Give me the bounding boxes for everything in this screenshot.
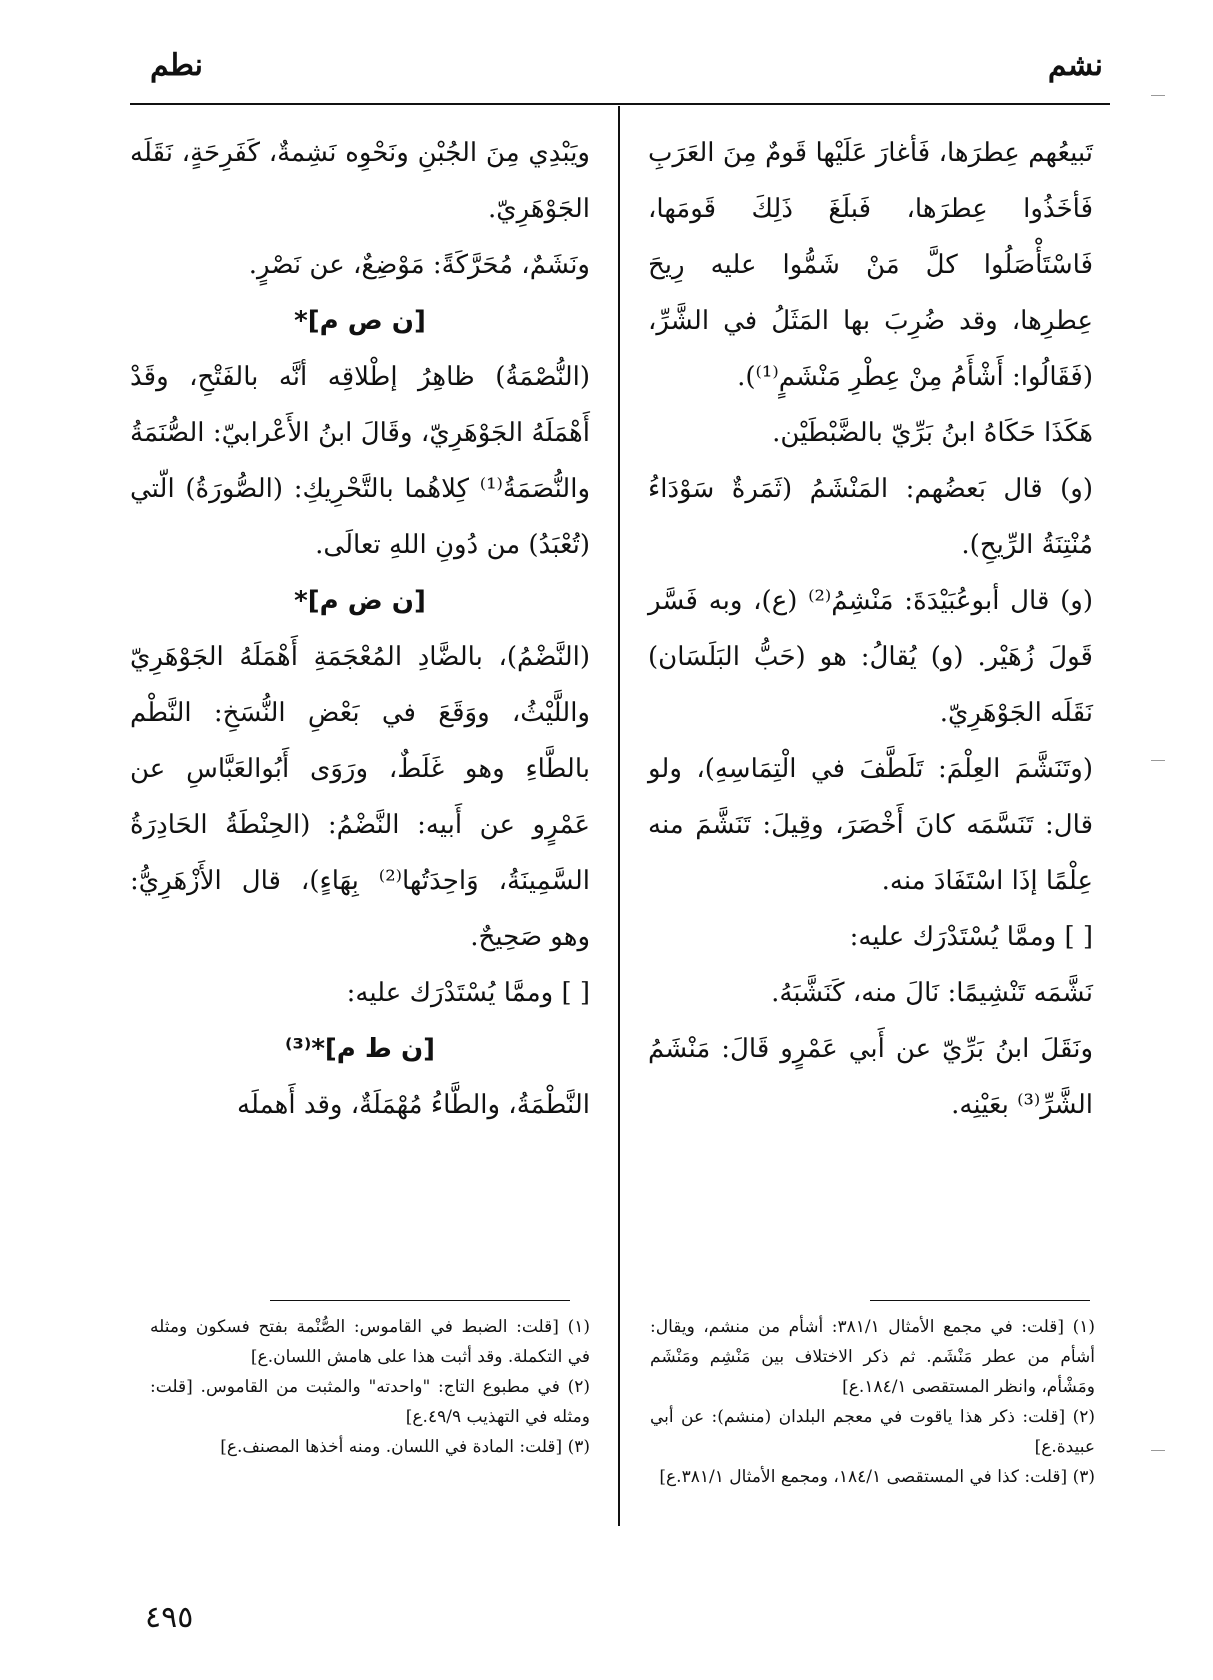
footnote: (٢) في مطبوع التاج: "واحدته" والمثبت من القاموس. [قلت: ومثله في التهذيب ٤٩/٩.ع] <box>150 1377 590 1427</box>
footnote: (٢) [قلت: ذكر هذا ياقوت في معجم البلدان (منشم): عن أبي عبيدة.ع] <box>650 1407 1095 1457</box>
margin-mark <box>1151 760 1165 762</box>
paragraph: [ ] وممَّا يُسْتَدْرَك عليه: <box>849 922 1093 952</box>
footnote-rule <box>270 1300 570 1301</box>
paragraph: ويَبْدِي مِنَ الجُبْنِ ونَحْوِه نَشِمةٌ، كَفَرِحَةٍ، نَقَلَه الجَوْهَرِيّ. <box>130 138 590 224</box>
right-column <box>648 125 1093 1133</box>
left-footnotes <box>150 1312 590 1462</box>
paragraph: تَبيعُهم عِطرَها، فَأغارَ عَلَيْها قَومٌ مِنَ العَرَبِ فَأخَذُوا عِطرَها، فَبلَغَ ذَلِكَ قَومَها، فَاسْتَأْصَلُوا كلَّ مَنْ شَمُّوا عليه رِيحَ عِطرِها، وقد ضُرِبَ بها المَثَلُ في الشَّرِّ، (فَقَالُوا: أَشْأَمُ مِنْ عِطْرِ مَنْشَمٍ⁽¹⁾). <box>648 138 1093 392</box>
paragraph: النَّطْمَةُ، والطَّاءُ مُهْمَلَةٌ، وقد أَهملَه <box>237 1090 590 1120</box>
footnote: (١) [قلت: الضبط في القاموس: الصُّنْمة بفتح فسكون ومثله في التكملة. وقد أثبت هذا على هامش اللسان.ع] <box>150 1317 590 1367</box>
entry-heading: [ن ض م]* <box>294 586 426 616</box>
entry-heading: [ن ص م]* <box>294 306 426 336</box>
entry-heading: [ن ط م]*⁽³⁾ <box>284 1034 436 1064</box>
footnote: (٣) [قلت: المادة في اللسان. ومنه أخذها المصنف.ع] <box>220 1437 590 1457</box>
paragraph: هَكَذَا حَكَاهُ ابنُ بَرِّيّ بالضَّبْطَيْن. <box>772 418 1093 448</box>
page-number: ٤٩٥ <box>145 1600 194 1635</box>
margin-mark <box>1151 1450 1165 1452</box>
margin-mark <box>1151 95 1165 97</box>
footnote: (٣) [قلت: كذا في المستقصى ١٨٤/١، ومجمع الأمثال ٣٨١/١.ع] <box>659 1467 1095 1487</box>
header-rule <box>130 103 1110 105</box>
footnote-rule <box>870 1300 1090 1301</box>
column-divider <box>618 106 620 1526</box>
header-right-word: نشم <box>1047 48 1103 83</box>
left-column <box>130 125 590 1133</box>
paragraph: (و) قال بَعضُهم: المَنْشَمُ (ثَمَرةٌ سَوْدَاءُ مُنْتِنَةُ الرِّيحِ). <box>648 474 1093 560</box>
right-footnotes <box>650 1312 1095 1492</box>
paragraph: (و) قال أبوعُبَيْدَةَ: مَنْشِمُ⁽²⁾ (ع)، وبه فَسَّر قَولَ زُهَيْر. (و) يُقالُ: هو (حَبُّ البَلَسَان) نَقَلَه الجَوْهَرِيّ. <box>648 586 1093 728</box>
paragraph: (النَّضْمُ)، بالضَّادِ المُعْجَمَةِ أَهْمَلَهُ الجَوْهَرِيّ واللَّيْثُ، ووَقَعَ في بَعْضِ النُّسَخِ: النَّطْم بالطَّاءِ وهو غَلَطٌ، ورَوَى أَبُوالعَبَّاسِ عن عَمْرٍو عن أَبيه: النَّضْمُ: (الحِنْطَةُ الحَادِرَةُ السَّمِينَةُ، وَاحِدَتُها⁽²⁾ بِهَاءٍ)، قال الأَزْهَرِيُّ: وهو صَحِيحٌ. <box>130 642 591 952</box>
header-left-word: نطم <box>150 48 203 83</box>
footnote: (١) [قلت: في مجمع الأمثال ٣٨١/١: أشأم من منشم، ويقال: أشأم من عطر مَنْشَم. ثم ذكر الاختلاف بين مَنْشِم ومَنْشَم ومَشْأم، وانظر المستقصى ١٨٤/١.ع] <box>650 1317 1095 1397</box>
paragraph: (وتَنَشَّمَ العِلْمَ: تَلَطَّفَ في الْتِمَاسِهِ)، ولو قال: تَنَسَّمَه كانَ أَخْصَرَ، وقِيلَ: تَنَشَّمَ منه عِلْمًا إذَا اسْتَفَادَ منه. <box>648 754 1093 896</box>
paragraph: [ ] وممَّا يُسْتَدْرَك عليه: <box>346 978 590 1008</box>
paragraph: نَشَّمَه تَنْشِيمًا: نَالَ منه، كَنَشَّبَهُ. <box>771 978 1093 1008</box>
paragraph: ونَقَلَ ابنُ بَرِّيّ عن أَبي عَمْرٍو قَالَ: مَنْشَمُ الشَّرِّ⁽³⁾ بعَيْنِه. <box>648 1034 1093 1120</box>
paragraph: (النُّصْمَةُ) ظاهِرُ إطْلاقِه أنَّه بالفَتْحِ، وقَدْ أَهْمَلَهُ الجَوْهَرِيّ، وقَالَ ابنُ الأَعْرابيّ: الصُّنَمَةُ والنُّصَمَةُ⁽¹⁾ كِلاهُما بالتَّحْرِيكِ: (الصُّورَةُ) الّتي (تُعْبَدُ) من دُونِ اللهِ تعالَى. <box>130 362 590 560</box>
paragraph: ونَشَمٌ، مُحَرَّكَةً: مَوْضِعٌ، عن نَصْرٍ. <box>248 250 590 280</box>
